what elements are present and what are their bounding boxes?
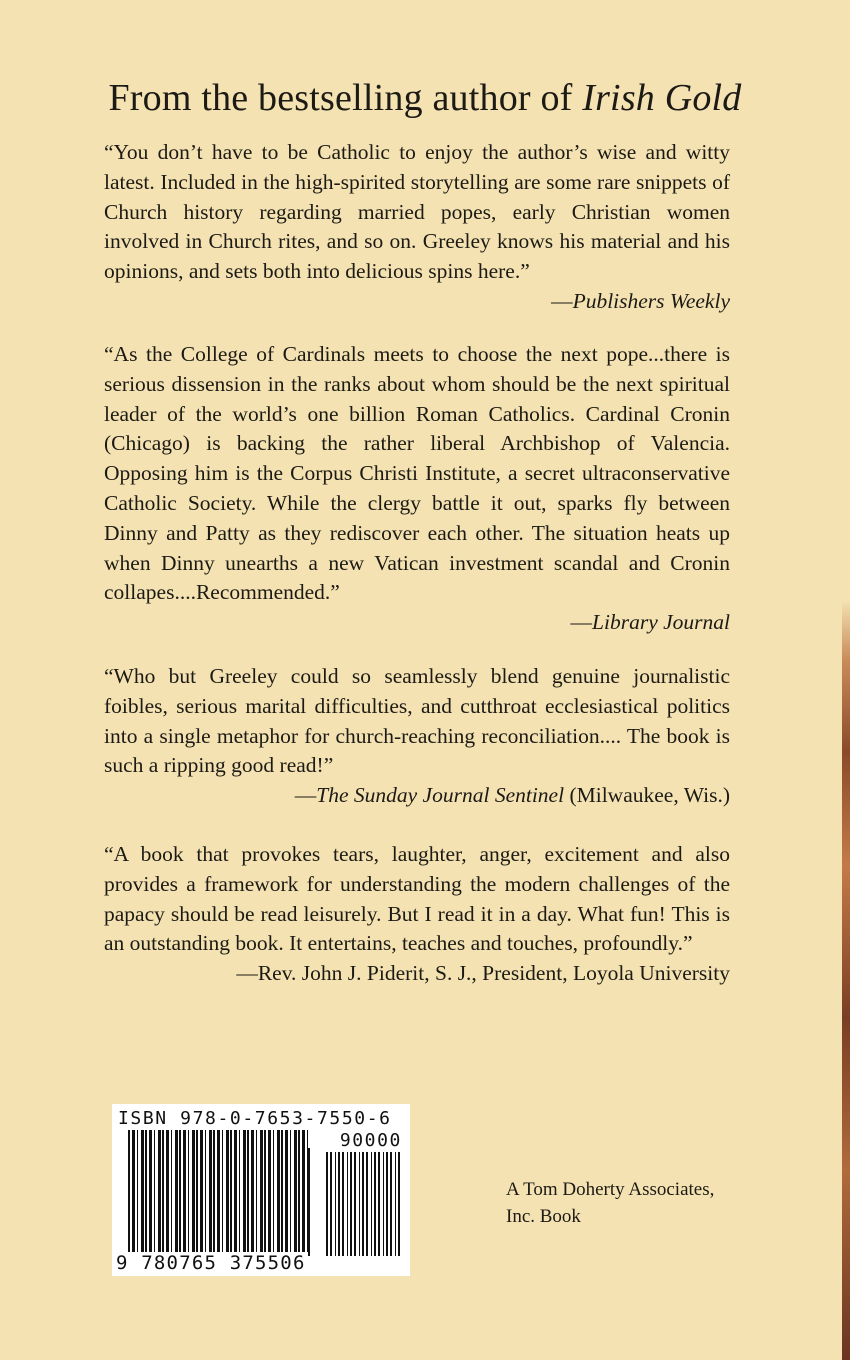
headline-book-title: Irish Gold bbox=[582, 77, 742, 119]
barcode-bars-addon bbox=[326, 1152, 402, 1256]
headline bbox=[0, 76, 850, 120]
attribution-source: Library Journal bbox=[592, 610, 730, 635]
publisher-line-1: A Tom Doherty Associates, bbox=[506, 1179, 715, 1200]
review-attribution bbox=[104, 959, 730, 989]
attribution-dash: — bbox=[570, 610, 593, 635]
review-quote: “You don’t have to be Catholic to enjoy the author’s wise and witty latest. Included in the high-spirited storytelling are some rare snippets of Church history regarding married popes, early Christian women involved in Church rites, and so on. Greeley knows his material and his opinions, and sets both into delicious spins here.” bbox=[104, 140, 730, 284]
attribution-detail: Rev. John J. Piderit, S. J., President, Loyola University bbox=[257, 961, 730, 986]
isbn-label: ISBN 978-0-7653-7550-6 bbox=[118, 1108, 392, 1129]
review-loyola-university bbox=[104, 840, 730, 989]
attribution-dash: — bbox=[551, 288, 573, 313]
attribution-dash: — bbox=[236, 961, 258, 986]
review-publishers-weekly bbox=[104, 138, 730, 317]
review-quote: “Who but Greeley could so seamlessly blend genuine journalistic foibles, serious marital difficulties, and cutthroat ecclesiastical politics into a single metaphor for church-reaching reconciliation.... The book is such a ripping good read!” bbox=[104, 664, 730, 778]
review-attribution bbox=[104, 287, 730, 317]
isbn-barcode bbox=[112, 1104, 410, 1276]
review-quote: “A book that provokes tears, laughter, anger, excitement and also provides a framework for understanding the modern challenges of the papacy should be read leisurely. But I read it in a day. What fun! This is an outstanding book. It entertains, teaches and touches, profoundly.” bbox=[104, 842, 730, 956]
review-attribution bbox=[104, 608, 730, 638]
price-code: 90000 bbox=[339, 1130, 402, 1151]
attribution-source: Publishers Weekly bbox=[572, 288, 730, 313]
publisher-imprint bbox=[506, 1176, 714, 1230]
review-library-journal bbox=[104, 340, 730, 638]
ean-digits: 9 780765 375506 bbox=[116, 1252, 306, 1274]
publisher-line-2: Inc. Book bbox=[506, 1206, 581, 1227]
headline-prefix: From the bestselling author of bbox=[108, 77, 583, 119]
review-attribution bbox=[104, 781, 730, 811]
attribution-dash: — bbox=[294, 783, 317, 808]
review-quote: “As the College of Cardinals meets to choose the next pope...there is serious dissension in the ranks about whom should be the next spiritual leader of the world’s one billion Roman Catholics. Cardinal Cronin (Chicago) is backing the rather liberal Archbishop of Valencia. Opposing him is the Corpus Christi Institute, a secret ultraconservative Catholic Society. While the clergy battle it out, sparks fly between Dinny and Patty as they rediscover each other. The situation heats up when Dinny unearths a new Vatican investment scandal and Cronin collapes....Recommended.” bbox=[104, 342, 730, 605]
cover-art-edge bbox=[842, 600, 850, 1360]
barcode-guard-bar bbox=[308, 1148, 310, 1256]
attribution-source: The Sunday Journal Sentinel bbox=[316, 783, 565, 808]
barcode-bars-main bbox=[128, 1130, 308, 1256]
review-sunday-journal-sentinel bbox=[104, 662, 730, 811]
attribution-detail: (Milwaukee, Wis.) bbox=[564, 783, 730, 808]
